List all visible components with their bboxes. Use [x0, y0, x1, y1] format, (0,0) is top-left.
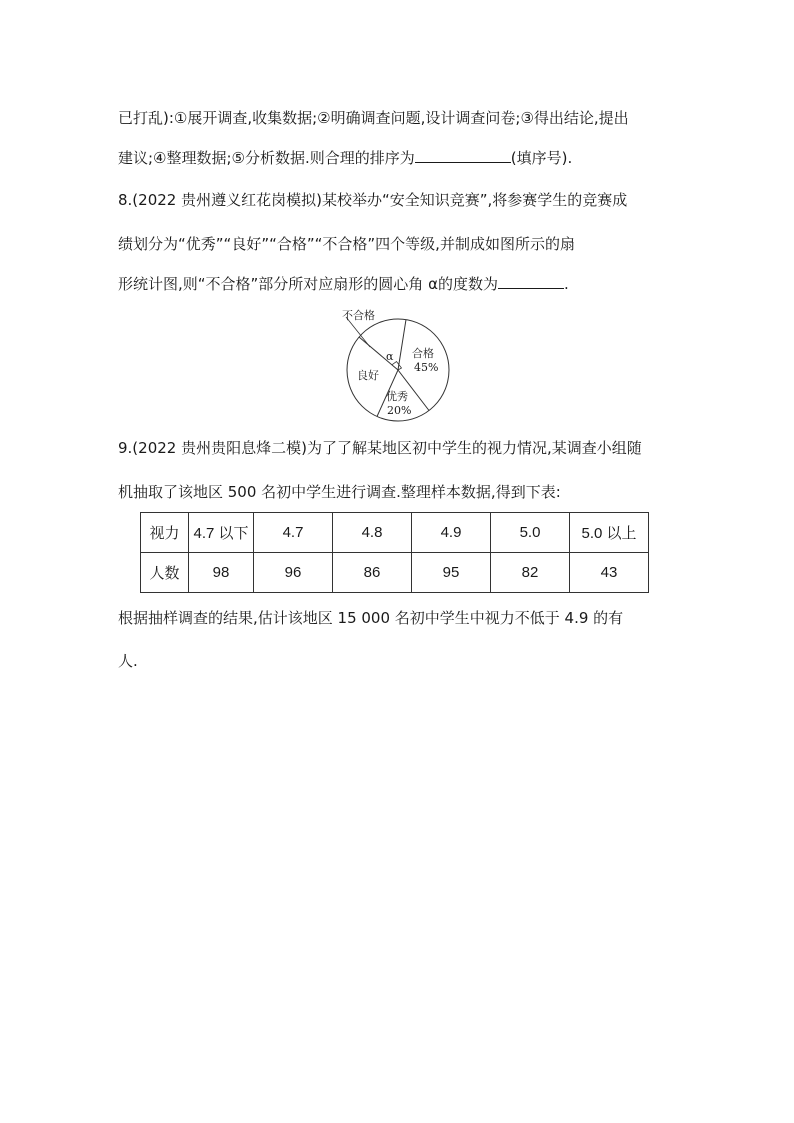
q9-line-4: 人.	[118, 652, 138, 670]
table-cell: 人数	[141, 553, 189, 593]
q9-line-2: 机抽取了该地区 500 名初中学生进行调查.整理样本数据,得到下表:	[118, 483, 561, 501]
table-cell: 4.9	[412, 513, 491, 553]
table-cell: 5.0 以上	[570, 513, 649, 553]
pie-chart	[330, 306, 460, 426]
q7-line-2	[118, 148, 678, 168]
slice-value-hege: 45%	[414, 361, 439, 374]
table-cell: 86	[333, 553, 412, 593]
q7-line-1: 已打乱):①展开调查,收集数据;②明确调查问题,设计调查问卷;③得出结论,提出	[118, 109, 629, 127]
table-cell: 4.8	[333, 513, 412, 553]
slice-label-buhege: 不合格	[342, 309, 375, 322]
slice-label-youxiu: 优秀	[386, 390, 408, 403]
table-cell: 98	[189, 553, 254, 593]
table-row-header	[141, 513, 649, 553]
vision-table	[140, 512, 649, 593]
q9-line-1: 9.(2022 贵州贵阳息烽二模)为了了解某地区初中学生的视力情况,某调查小组随	[118, 439, 642, 457]
slice-label-hege: 合格	[412, 347, 434, 360]
q7-line-2-tail: (填序号).	[510, 149, 573, 167]
q8-line-1: 8.(2022 贵州遵义红花岗模拟)某校举办“安全知识竞赛”,将参赛学生的竞赛成	[118, 191, 628, 209]
table-cell: 视力	[141, 513, 189, 553]
answer-blank-q8	[498, 274, 564, 289]
table-cell: 96	[254, 553, 333, 593]
q9-line-3: 根据抽样调查的结果,估计该地区 15 000 名初中学生中视力不低于 4.9 的有	[118, 609, 624, 627]
q8-line-3	[118, 274, 678, 294]
table-cell: 4.7	[254, 513, 333, 553]
q8-line-2: 绩划分为“优秀”“良好”“合格”“不合格”四个等级,并制成如图所示的扇	[118, 235, 575, 253]
q8-line-3-text: 形统计图,则“不合格”部分所对应扇形的圆心角 α的度数为	[118, 275, 498, 293]
slice-label-lianghao: 良好	[357, 369, 379, 382]
table-cell: 43	[570, 553, 649, 593]
table-row-data	[141, 553, 649, 593]
answer-blank-q7	[415, 148, 511, 163]
table-cell: 95	[412, 553, 491, 593]
alpha-label: α	[386, 350, 394, 363]
boundary-hege-buhege	[398, 320, 406, 370]
slice-value-youxiu: 20%	[387, 404, 412, 417]
table-cell: 5.0	[491, 513, 570, 553]
table-cell: 4.7 以下	[189, 513, 254, 553]
q8-line-3-tail: .	[563, 275, 569, 293]
q7-line-2-text: 建议;④整理数据;⑤分析数据.则合理的排序为	[118, 149, 415, 167]
table-cell: 82	[491, 553, 570, 593]
